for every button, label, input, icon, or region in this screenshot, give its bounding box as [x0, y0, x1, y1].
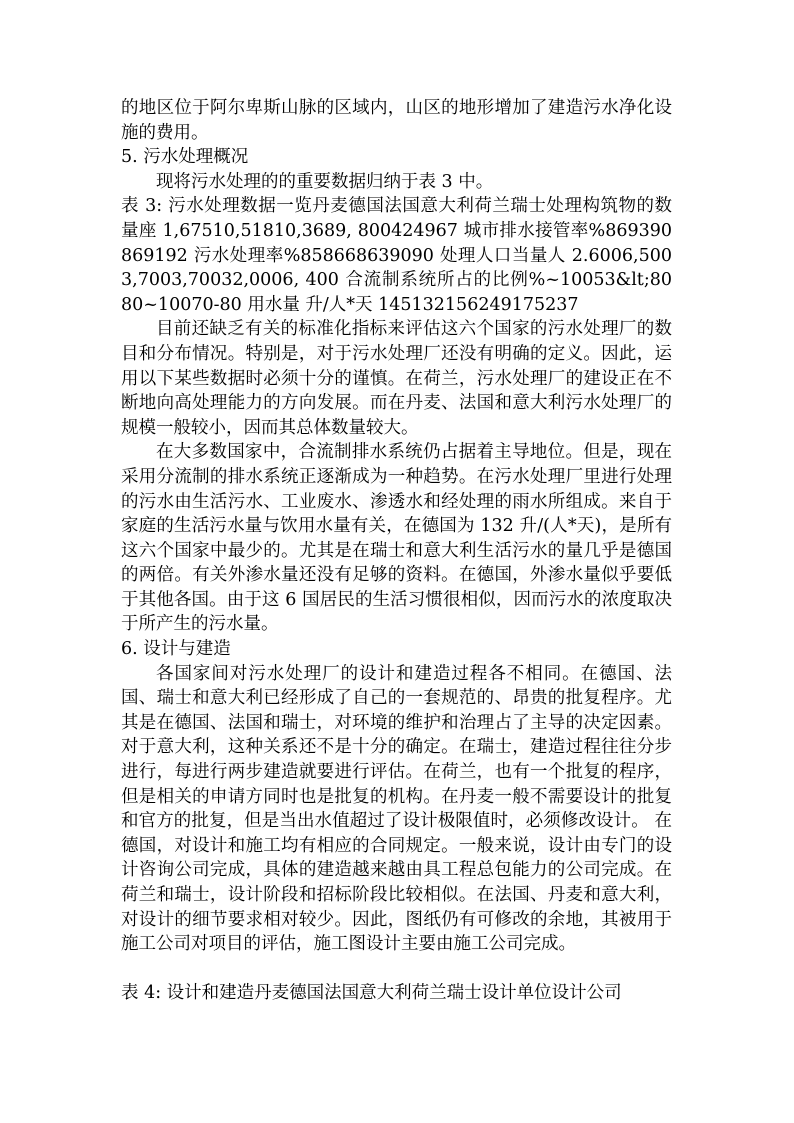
document-page	[121, 96, 672, 1006]
paragraph-standardization: 目前还缺乏有关的标准化指标来评估这六个国家的污水处理厂的数目和分布情况。特别是，对于污水处理厂还没有明确的定义。因此，运用以下某些数据时必须十分的谨慎。在荷兰，污水处理厂的建设正在不断地向高处理能力的方向发展。而在丹麦、法国和意大利污水处理厂的规模一般较小，因而其总体数量较大。	[121, 319, 672, 438]
paragraph-design-construction: 各国家间对污水处理厂的设计和建造过程各不相同。在德国、法国、瑞士和意大利已经形成了自己的一套规范的、昂贵的批复程序。尤其是在德国、法国和瑞士，对环境的维护和治理占了主导的决定因素。对于意大利，这种关系还不是十分的确定。在瑞士，建造过程往往分步进行，每进行两步建造就要进行评估。在荷兰，也有一个批复的程序，但是相关的申请方同时也是批复的机构。在丹麦一般不需要设计的批复和官方的批复，但是当出水值超过了设计极限值时，必须修改设计。 在德国，对设计和施工均有相应的合同规定。一般来说，设计由专门的设计咨询公司完成，具体的建造越来越由具工程总包能力的公司完成。在荷兰和瑞士，设计阶段和招标阶段比较相似。在法国、丹麦和意大利，对设计的细节要求相对较少。因此，图纸仍有可修改的余地，其被用于施工公司对项目的评估，施工图设计主要由施工公司完成。	[121, 663, 672, 955]
paragraph-table4-caption: 表 4: 设计和建造丹麦德国法国意大利荷兰瑞士设计单位设计公司	[121, 983, 622, 1004]
section-heading-6: 6. 设计与建造	[121, 639, 231, 660]
paragraph-drainage-systems: 在大多数国家中，合流制排水系统仍占据着主导地位。但是，现在采用分流制的排水系统正逐渐成为一种趋势。在污水处理厂里进行处理的污水由生活污水、工业废水、渗透水和经处理的雨水所组成。来自于家庭的生活污水量与饮用水量有关，在德国为 132 升/(人*天)，是所有这六个国家中最少的。尤其是在瑞士和意大利生活污水的量几乎是德国的两倍。有关外渗水量还没有足够的资料。在德国，外渗水量似乎要低于其他各国。由于这 6 国居民的生活习惯很相似，因而污水的浓度取决于所产生的污水量。	[121, 442, 672, 635]
paragraph-table3-data: 表 3: 污水处理数据一览丹麦德国法国意大利荷兰瑞士处理构筑物的数量座 1,67510,51810,3689, 800424967 城市排水接管率%869390 869192 污水处理率%858668639090 处理人口当量人 2.6006,5003,7003,70032,0006, 400 合流制系统所占的比例%~10053&lt;8080~10070-80 用水量 升/人*天 145132156249175237	[121, 196, 672, 315]
paragraph-gap	[121, 957, 672, 982]
section-heading-5: 5. 污水处理概况	[121, 147, 249, 168]
paragraph-table3-intro: 现将污水处理的的重要数据归纳于表 3 中。	[156, 171, 494, 192]
paragraph-intro-continuation: 的地区位于阿尔卑斯山脉的区域内，山区的地形增加了建造污水净化设施的费用。	[121, 98, 672, 143]
